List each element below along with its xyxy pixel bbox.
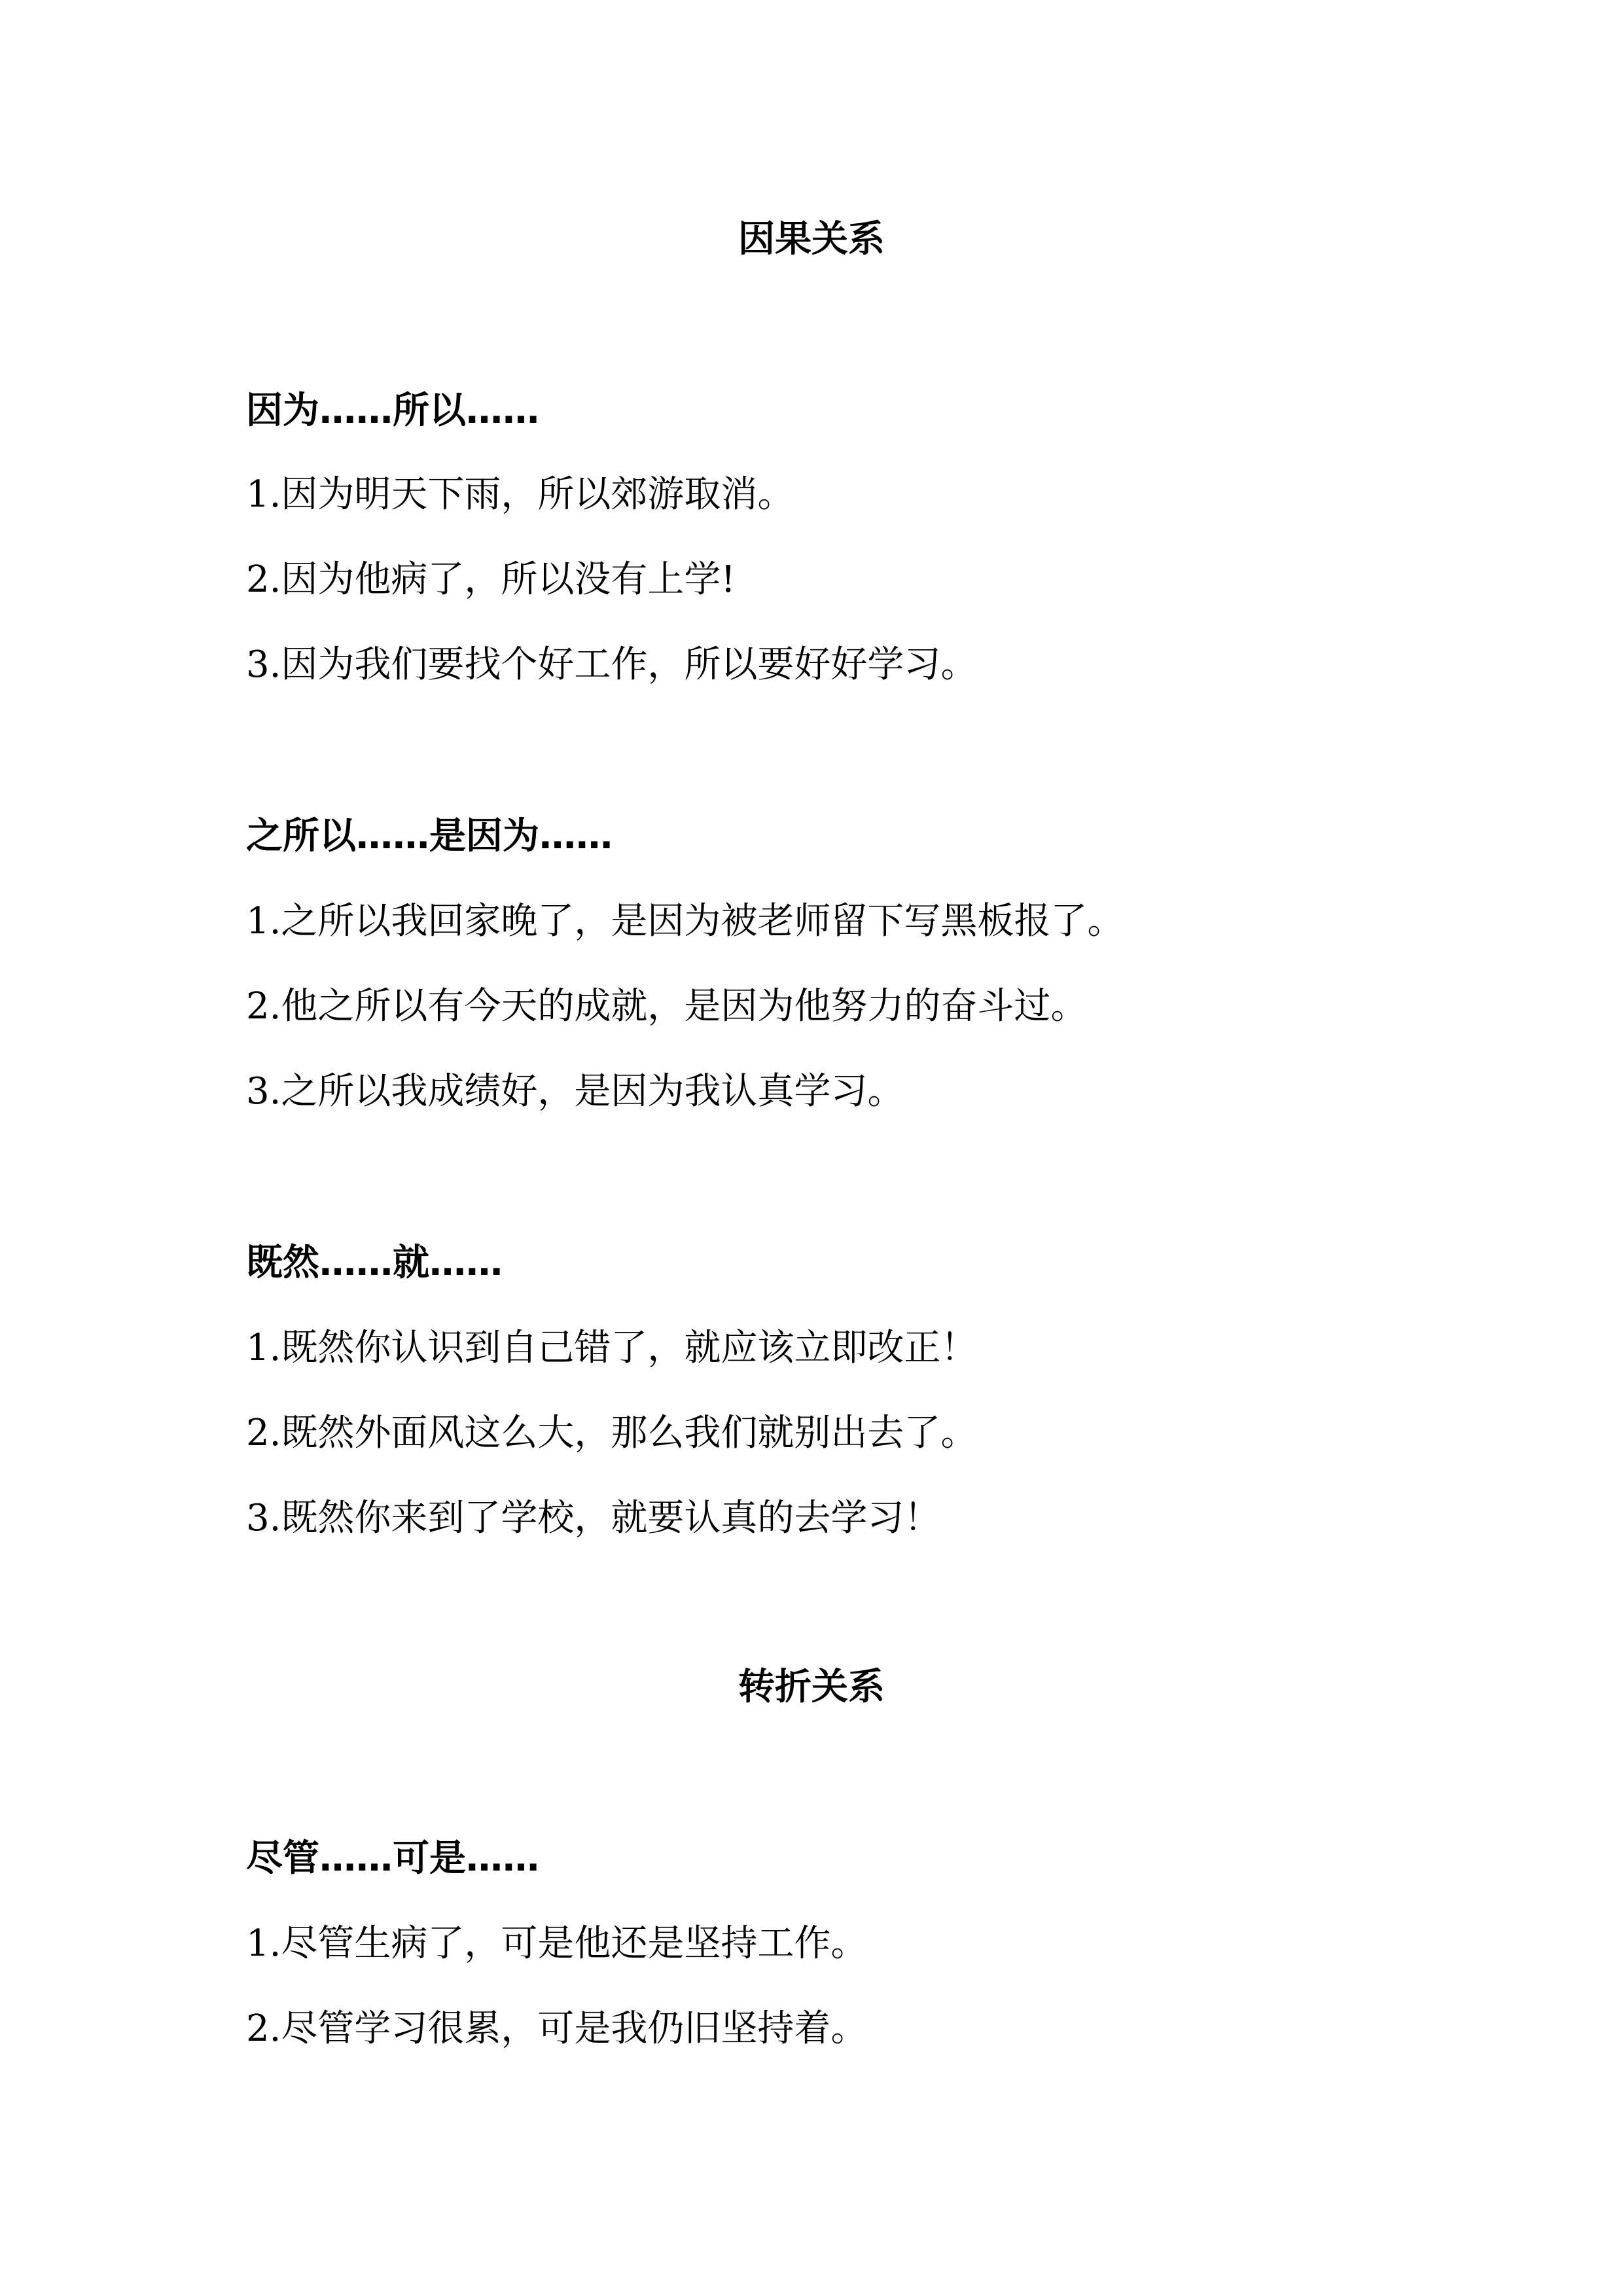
example-sentence: 1.之所以我回家晚了，是因为被老师留下写黑板报了。	[246, 900, 1124, 942]
group-heading-because-so: 因为……所以……	[246, 389, 539, 432]
example-sentence: 2.他之所以有今天的成就，是因为他努力的奋斗过。	[246, 985, 1088, 1028]
section-title-adversative: 转折关系	[738, 1666, 885, 1708]
example-sentence: 2.既然外面风这么大，那么我们就别出去了。	[246, 1412, 978, 1454]
example-sentence: 3.既然你来到了学校，就要认真的去学习！	[246, 1497, 941, 1539]
example-sentence: 2.因为他病了，所以没有上学!	[246, 558, 736, 601]
section-title-causal: 因果关系	[738, 218, 885, 260]
example-sentence: 1.既然你认识到自己错了，就应该立即改正！	[246, 1327, 978, 1369]
group-heading-although-but: 尽管……可是……	[246, 1837, 539, 1880]
example-sentence: 1.因为明天下雨，所以郊游取消。	[246, 473, 794, 516]
example-sentence: 3.因为我们要找个好工作，所以要好好学习。	[246, 643, 978, 686]
example-sentence: 2.尽管学习很累，可是我仍旧坚持着。	[246, 2007, 868, 2050]
example-sentence: 3.之所以我成绩好，是因为我认真学习。	[246, 1070, 904, 1113]
group-heading-since-then: 既然……就……	[246, 1242, 503, 1284]
example-sentence: 1.尽管生病了，可是他还是坚持工作。	[246, 1922, 868, 1965]
group-heading-the-reason-is: 之所以……是因为……	[246, 815, 613, 857]
